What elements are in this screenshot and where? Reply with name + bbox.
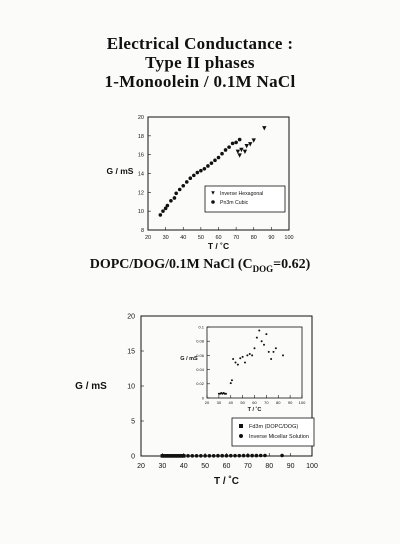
chart1-y-tick-label: 18 xyxy=(137,133,144,140)
chart2-inset-x-tick-label: 90 xyxy=(287,400,293,405)
chart2-point xyxy=(255,454,259,458)
chart2-x-tick-label: 100 xyxy=(306,463,318,470)
chart2-point xyxy=(208,454,212,458)
chart2-inset-point xyxy=(275,347,277,349)
chart2-inset-point xyxy=(237,364,239,366)
chart1-x-tick-label: 20 xyxy=(144,235,152,241)
chart2-inset-x-tick-label: 100 xyxy=(298,400,306,405)
chart2-y-tick-label: 5 xyxy=(131,418,135,426)
chart2-point xyxy=(280,454,284,458)
header-line-3: 1-Monoolein / 0.1M NaCl xyxy=(104,72,296,91)
chart2-point xyxy=(263,454,267,458)
chart2-inset-y-tick-label: 0 xyxy=(201,395,204,401)
header-line-1: Electrical Conductance : xyxy=(106,34,294,53)
chart2-point xyxy=(229,454,233,458)
chart2-y-tick-label: 20 xyxy=(127,313,135,321)
chart2-point xyxy=(195,454,199,458)
chart2-inset-x-axis-label: T / ˚C xyxy=(247,407,262,413)
chart2-x-tick-label: 20 xyxy=(137,463,145,470)
chart2-point xyxy=(225,454,229,458)
chart2-inset-y-tick-label: 0.06 xyxy=(196,352,204,358)
chart2-y-tick-label: 15 xyxy=(127,348,135,356)
chart2-x-tick-label: 40 xyxy=(179,463,188,470)
chart2-inset-point xyxy=(282,354,284,356)
chart1-y-tick-label: 10 xyxy=(137,209,144,216)
chart1-x-tick-label: 50 xyxy=(197,235,204,241)
chart2-x-tick-label: 50 xyxy=(201,463,210,470)
chart2-point xyxy=(233,454,237,458)
chart2-x-tick-label: 60 xyxy=(222,463,231,470)
chart2-inset-point xyxy=(249,353,251,355)
chart2-inset-point xyxy=(225,393,227,395)
chart2-inset-point xyxy=(235,362,237,364)
chart2-point xyxy=(220,454,224,458)
chart2-y-axis-label: G / mS xyxy=(75,381,107,392)
chart2-point xyxy=(259,454,263,458)
chart2-point xyxy=(199,454,203,458)
chart2-inset-point xyxy=(263,344,265,346)
chart2-inset-x-tick-label: 60 xyxy=(252,400,257,405)
chart2-inset-y-tick-label: 0.04 xyxy=(196,367,204,372)
chart2-inset-point xyxy=(256,337,258,339)
chart2-inset-point xyxy=(242,356,244,358)
chart2-legend-label: Fd3m (DOPC/DOG) xyxy=(249,424,299,430)
chart1-y-tick-label: 14 xyxy=(137,171,144,178)
chart2-point xyxy=(186,454,190,458)
chart1-legend-label: Inverse Hexagonal xyxy=(220,191,264,197)
chart2-inset-point xyxy=(268,351,270,353)
chart2-inset-x-tick-label: 30 xyxy=(216,400,222,405)
chart1-x-tick-label: 30 xyxy=(162,235,169,241)
chart2-inset-point xyxy=(251,354,253,356)
chart2-inset-y-tick-label: 0.1 xyxy=(198,324,204,330)
chart2-x-axis-label: T / ˚C xyxy=(214,476,239,487)
chart2-point xyxy=(182,454,186,458)
chart2-point xyxy=(242,454,246,458)
chart2-x-tick-label: 90 xyxy=(286,463,295,470)
chart2-point xyxy=(238,454,242,458)
chart2-inset-y-tick-label: 0.02 xyxy=(196,381,204,387)
chart2-point xyxy=(250,454,254,458)
chart2-point xyxy=(212,454,216,458)
chart2-inset-x-tick-label: 40 xyxy=(228,400,233,405)
chart1-y-axis-label: G / mS xyxy=(106,166,134,176)
chart2-inset-x-tick-label: 20 xyxy=(204,400,210,405)
chart2-inset-point xyxy=(244,362,246,364)
chart2-inset-point xyxy=(254,347,256,349)
chart2-inset-x-tick-label: 70 xyxy=(264,400,269,405)
chart2-inset-point xyxy=(232,358,234,360)
chart1-y-tick-label: 8 xyxy=(140,227,144,234)
chart1-y-tick-label: 12 xyxy=(137,190,144,197)
chart2-legend-marker xyxy=(239,424,243,428)
chart1-x-tick-label: 100 xyxy=(284,235,294,241)
chart2-y-tick-label: 10 xyxy=(127,383,135,391)
chart2-legend-marker xyxy=(239,434,243,438)
chart2-inset-point xyxy=(231,379,233,381)
chart2-legend xyxy=(232,418,314,446)
chart2-inset-x-tick-label: 50 xyxy=(240,400,245,405)
chart1-legend-label: Pn3m Cubic xyxy=(220,200,249,206)
chart1-x-tick-label: 90 xyxy=(268,235,275,241)
chart2-inset-x-tick-label: 80 xyxy=(276,400,281,405)
chart2-inset-y-axis-label: G / mS xyxy=(180,356,198,362)
chart2-inset-point xyxy=(273,351,275,353)
header-line-2: Type II phases xyxy=(145,53,255,72)
chart2-inset-point xyxy=(239,357,241,359)
chart1-x-tick-label: 40 xyxy=(180,235,187,241)
chart2-inset-y-tick-label: 0.08 xyxy=(196,338,204,344)
chart2-x-tick-label: 70 xyxy=(243,463,252,470)
chart2-x-tick-label: 80 xyxy=(265,463,274,470)
chart2-inset-point xyxy=(261,340,263,342)
chart2-y-tick-label: 0 xyxy=(131,453,135,461)
chart2-inset-point xyxy=(246,354,248,356)
chart2-point xyxy=(216,454,220,458)
chart2-inset-plot-frame xyxy=(207,327,302,398)
chart2-point xyxy=(246,454,250,458)
chart1-x-tick-label: 80 xyxy=(250,235,257,241)
chart1-y-tick-label: 16 xyxy=(137,152,144,159)
chart2-inset-point xyxy=(258,330,260,332)
section-2-title-tail: =0.62) xyxy=(273,257,311,272)
chart2-x-tick-label: 30 xyxy=(158,463,167,470)
chart2-inset-point xyxy=(230,382,232,384)
chart2-inset-point xyxy=(270,358,272,360)
chart2-inset-point xyxy=(265,333,267,335)
chart2-point xyxy=(203,454,207,458)
chart2-legend-label: Inverse Micellar Solution xyxy=(249,434,309,440)
chart2-point xyxy=(191,454,195,458)
chart1-x-tick-label: 70 xyxy=(233,235,240,241)
section-2-title-subscript: DOG xyxy=(252,263,274,274)
chart1-x-tick-label: 60 xyxy=(215,235,222,241)
chart1-x-axis-label: T / ˚C xyxy=(207,241,230,251)
chart1-y-tick-label: 20 xyxy=(137,114,144,121)
section-2-title-main: DOPC/DOG/0.1M NaCl (C xyxy=(89,257,253,272)
